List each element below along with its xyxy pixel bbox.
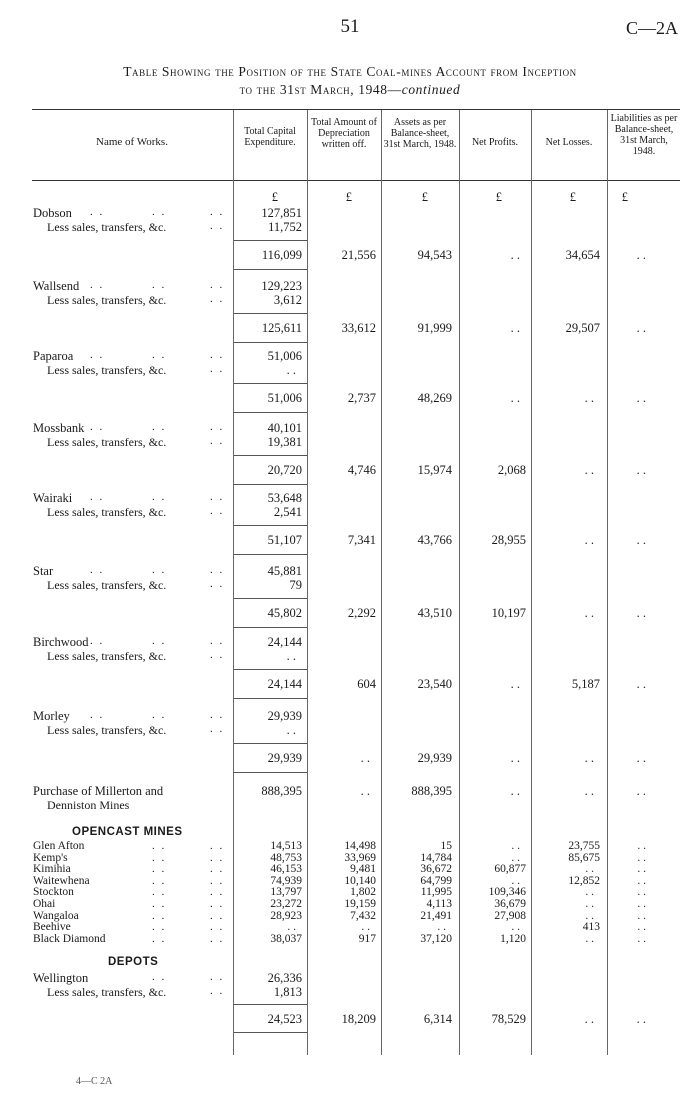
row-star-gross: 45,881	[267, 564, 302, 578]
row-beehive-dep: . .	[361, 921, 370, 934]
row-glen-afton-liab: . .	[637, 840, 646, 852]
leader-dots: . .	[210, 349, 225, 361]
leader-dots: . .	[210, 909, 225, 922]
row-purchase-assets: 888,395	[411, 784, 452, 798]
row-wellington-assets: 6,314	[423, 1012, 452, 1026]
row-kimihia-liab: . .	[637, 863, 646, 876]
leader-dots: . .	[152, 635, 167, 647]
row-dobson-capital: 116,099	[261, 248, 302, 262]
currency-symbol: £	[271, 190, 278, 204]
currency-symbol: £	[495, 190, 502, 204]
leader-dots: . .	[152, 898, 167, 910]
row-wallsend-capital: 125,611	[261, 321, 302, 335]
row-dobson-losses: 34,654	[565, 248, 600, 262]
row-stockton-assets: 11,995	[420, 886, 452, 899]
row-birchwood-profits: . .	[510, 677, 520, 691]
row-kimihia-dep: 9,481	[350, 863, 376, 876]
leader-dots: . .	[152, 840, 167, 852]
row-star-liabilities: . .	[636, 606, 646, 620]
subtotal-rule	[234, 455, 307, 456]
row-kimihia-name: Kimihia	[33, 863, 71, 876]
subtotal-rule	[234, 525, 307, 526]
leader-dots: . .	[90, 635, 105, 647]
col-header-losses: Net Losses.	[545, 137, 593, 148]
leader-dots: . .	[210, 971, 225, 983]
row-morley-less: . .	[286, 723, 296, 737]
leader-dots: . .	[210, 363, 225, 375]
leader-dots: . .	[210, 578, 225, 590]
row-purchase-losses: . .	[584, 784, 594, 798]
row-birchwood-less-label: Less sales, transfers, &c.	[47, 649, 167, 663]
row-mossbank-less: 19,381	[267, 435, 302, 449]
row-waitewhena-total: 74,939	[270, 874, 302, 887]
purchase-label-line-1: Purchase of Millerton and	[33, 784, 164, 798]
row-morley-losses: . .	[584, 751, 594, 765]
row-stockton-total: 13,797	[270, 886, 302, 899]
row-ohai-dep: 19,159	[344, 898, 376, 910]
subtotal-rule	[234, 698, 307, 699]
row-black-diamond-total: 38,037	[270, 932, 302, 945]
row-wellington-less-label: Less sales, transfers, &c.	[47, 985, 167, 999]
row-beehive-assets: . .	[437, 921, 446, 934]
leader-dots: . .	[210, 421, 225, 433]
leader-dots: . .	[90, 491, 105, 503]
row-black-diamond-name: Black Diamond	[33, 932, 106, 945]
leader-dots: . .	[210, 723, 225, 735]
leader-dots: . .	[90, 349, 105, 361]
col-header-profits: Net Profits.	[471, 137, 519, 148]
col-header-liabilities: Liabilities as per Balance-sheet, 31st March, 1948.	[610, 113, 678, 157]
row-dobson-name: Dobson	[33, 206, 72, 220]
row-wellington-capital: 24,523	[267, 1012, 302, 1026]
row-star-name: Star	[33, 564, 54, 578]
row-birchwood-depreciation: 604	[357, 677, 376, 691]
leader-dots: . .	[90, 206, 105, 218]
row-morley-name: Morley	[33, 709, 70, 723]
row-birchwood-losses: 5,187	[571, 677, 600, 691]
row-ohai-loss: . .	[585, 898, 594, 910]
row-mossbank-gross: 40,101	[267, 421, 302, 435]
row-black-diamond-loss: . .	[585, 932, 594, 945]
subtotal-rule	[234, 1032, 307, 1033]
subtotal-rule	[234, 484, 307, 485]
row-mossbank-assets: 15,974	[417, 463, 452, 477]
col-header-depreciation: Total Amount of Depreciation written off.	[311, 117, 377, 150]
row-dobson-assets: 94,543	[417, 248, 452, 262]
leader-dots: . .	[152, 349, 167, 361]
row-waitewhena-profit: . .	[511, 874, 520, 887]
row-mossbank-depreciation: 4,746	[347, 463, 376, 477]
row-mossbank-name: Mossbank	[33, 421, 85, 435]
subtotal-rule	[234, 412, 307, 413]
row-dobson-gross: 127,851	[261, 206, 302, 220]
row-ohai-name: Ohai	[33, 898, 56, 910]
leader-dots: . .	[210, 886, 225, 899]
subtotal-rule	[234, 772, 307, 773]
col-header-assets: Assets as per Balance-sheet, 31st March, 1948.	[383, 117, 457, 150]
row-glen-afton-name: Glen Afton	[33, 840, 85, 852]
row-wellington-losses: . .	[584, 1012, 594, 1026]
row-wallsend-less-label: Less sales, transfers, &c.	[47, 293, 167, 307]
page-footer: 4—C 2A	[76, 1076, 113, 1087]
subtotal-rule	[234, 669, 307, 670]
row-wallsend-profits: . .	[510, 321, 520, 335]
leader-dots: . .	[152, 921, 167, 934]
row-ohai-liab: . .	[637, 898, 646, 910]
subtotal-rule	[234, 383, 307, 384]
leader-dots: . .	[210, 709, 225, 721]
row-dobson-profits: . .	[510, 248, 520, 262]
row-kemp-s-dep: 33,969	[344, 851, 376, 864]
row-paparoa-profits: . .	[510, 391, 520, 405]
row-morley-gross: 29,939	[267, 709, 302, 723]
row-birchwood-capital: 24,144	[267, 677, 302, 691]
purchase-label-line-2: Denniston Mines	[47, 798, 130, 812]
row-glen-afton-total: 14,513	[270, 840, 302, 852]
row-paparoa-liabilities: . .	[636, 391, 646, 405]
row-wallsend-assets: 91,999	[417, 321, 452, 335]
row-wallsend-losses: 29,507	[565, 321, 600, 335]
row-wairaki-less-label: Less sales, transfers, &c.	[47, 505, 167, 519]
row-morley-liabilities: . .	[636, 751, 646, 765]
row-wellington-liabilities: . .	[636, 1012, 646, 1026]
row-paparoa-less-label: Less sales, transfers, &c.	[47, 363, 167, 377]
leader-dots: . .	[152, 874, 167, 887]
leader-dots: . .	[210, 206, 225, 218]
row-purchase-capital: 888,395	[261, 784, 302, 798]
row-kemp-s-name: Kemp's	[33, 851, 68, 864]
row-mossbank-losses: . .	[584, 463, 594, 477]
row-wellington-less: 1,813	[273, 985, 302, 999]
row-wairaki-liabilities: . .	[636, 533, 646, 547]
row-wairaki-assets: 43,766	[417, 533, 452, 547]
row-wellington-profits: 78,529	[491, 1012, 526, 1026]
leader-dots: . .	[152, 886, 167, 899]
row-beehive-total: . .	[287, 921, 296, 934]
table-title-line-1: Table Showing the Position of the State Coal-mines Account from Inception	[123, 64, 577, 79]
row-star-assets: 43,510	[417, 606, 452, 620]
currency-symbol: £	[621, 190, 628, 204]
row-dobson-less: 11,752	[268, 220, 302, 234]
row-wellington-gross: 26,336	[267, 971, 302, 985]
title-main: to the 31st March, 1948—	[239, 82, 402, 97]
row-paparoa-gross: 51,006	[267, 349, 302, 363]
leader-dots: . .	[210, 635, 225, 647]
row-kimihia-profit: 60,877	[494, 863, 526, 876]
leader-dots: . .	[152, 709, 167, 721]
row-dobson-liabilities: . .	[636, 248, 646, 262]
leader-dots: . .	[210, 279, 225, 291]
row-kemp-s-assets: 14,784	[420, 851, 452, 864]
row-stockton-liab: . .	[637, 886, 646, 899]
row-ohai-assets: 4,113	[426, 898, 452, 910]
leader-dots: . .	[210, 505, 225, 517]
row-black-diamond-liab: . .	[637, 932, 646, 945]
row-mossbank-capital: 20,720	[267, 463, 302, 477]
row-star-less-label: Less sales, transfers, &c.	[47, 578, 167, 592]
leader-dots: . .	[210, 435, 225, 447]
row-black-diamond-profit: 1,120	[500, 932, 526, 945]
row-ohai-total: 23,272	[270, 898, 302, 910]
leader-dots: . .	[152, 909, 167, 922]
row-birchwood-assets: 23,540	[417, 677, 452, 691]
row-wallsend-gross: 129,223	[261, 279, 302, 293]
leader-dots: . .	[210, 293, 225, 305]
row-beehive-name: Beehive	[33, 921, 71, 934]
header-top-rule	[32, 109, 680, 110]
row-kemp-s-total: 48,753	[270, 851, 302, 864]
row-purchase-profits: . .	[510, 784, 520, 798]
page-number: 51	[340, 16, 360, 37]
leader-dots: . .	[152, 279, 167, 291]
row-wairaki-gross: 53,648	[267, 491, 302, 505]
row-purchase-depreciation: . .	[360, 784, 370, 798]
row-paparoa-losses: . .	[584, 391, 594, 405]
row-birchwood-liabilities: . .	[636, 677, 646, 691]
leader-dots: . .	[90, 279, 105, 291]
row-kimihia-assets: 36,672	[420, 863, 452, 876]
leader-dots: . .	[152, 971, 167, 983]
leader-dots: . .	[152, 491, 167, 503]
row-glen-afton-assets: 15	[440, 840, 452, 852]
row-purchase-liabilities: . .	[636, 784, 646, 798]
currency-symbol: £	[569, 190, 576, 204]
row-wairaki-profits: 28,955	[491, 533, 526, 547]
leader-dots: . .	[210, 851, 225, 864]
row-wangaloa-total: 28,923	[270, 909, 302, 922]
leader-dots: . .	[152, 421, 167, 433]
row-wangaloa-loss: . .	[585, 909, 594, 922]
row-stockton-dep: 1,802	[350, 886, 376, 899]
subtotal-rule	[234, 269, 307, 270]
depots-heading: DEPOTS	[108, 956, 159, 968]
header-bottom-rule	[32, 180, 680, 181]
row-wairaki-less: 2,541	[273, 505, 302, 519]
row-stockton-loss: . .	[585, 886, 594, 899]
subtotal-rule	[234, 743, 307, 744]
row-morley-profits: . .	[510, 751, 520, 765]
leader-dots: . .	[210, 932, 225, 945]
col-header-name: Name of Works.	[96, 136, 168, 148]
row-wairaki-losses: . .	[584, 533, 594, 547]
leader-dots: . .	[152, 851, 167, 864]
leader-dots: . .	[152, 932, 167, 945]
leader-dots: . .	[210, 649, 225, 661]
row-wangaloa-assets: 21,491	[420, 909, 452, 922]
row-wallsend-depreciation: 33,612	[341, 321, 376, 335]
row-star-capital: 45,802	[267, 606, 302, 620]
row-mossbank-less-label: Less sales, transfers, &c.	[47, 435, 167, 449]
subtotal-rule	[234, 554, 307, 555]
currency-symbol: £	[421, 190, 428, 204]
row-morley-assets: 29,939	[417, 751, 452, 765]
leader-dots: . .	[210, 921, 225, 934]
row-wairaki-name: Wairaki	[33, 491, 73, 505]
leader-dots: . .	[210, 564, 225, 576]
row-kimihia-total: 46,153	[270, 863, 302, 876]
row-stockton-name: Stockton	[33, 886, 74, 899]
leader-dots: . .	[210, 863, 225, 876]
row-paparoa-assets: 48,269	[417, 391, 452, 405]
opencast-heading: OPENCAST MINES	[72, 826, 183, 838]
leader-dots: . .	[210, 898, 225, 910]
row-star-depreciation: 2,292	[347, 606, 376, 620]
row-morley-depreciation: . .	[360, 751, 370, 765]
row-star-losses: . .	[584, 606, 594, 620]
row-mossbank-liabilities: . .	[636, 463, 646, 477]
row-beehive-loss: 413	[582, 921, 600, 934]
row-birchwood-name: Birchwood	[33, 635, 89, 649]
row-mossbank-profits: 2,068	[497, 463, 526, 477]
leader-dots: . .	[152, 206, 167, 218]
row-dobson-depreciation: 21,556	[341, 248, 376, 262]
row-morley-less-label: Less sales, transfers, &c.	[47, 723, 167, 737]
row-glen-afton-profit: . .	[511, 840, 520, 852]
subtotal-rule	[234, 627, 307, 628]
row-paparoa-name: Paparoa	[33, 349, 74, 363]
subtotal-rule	[234, 240, 307, 241]
row-wangaloa-dep: 7,432	[350, 909, 376, 922]
row-morley-capital: 29,939	[267, 751, 302, 765]
row-waitewhena-dep: 10,140	[344, 874, 376, 887]
leader-dots: . .	[90, 709, 105, 721]
row-wallsend-less: 3,612	[273, 293, 302, 307]
row-wangaloa-name: Wangaloa	[33, 909, 79, 922]
row-wallsend-liabilities: . .	[636, 321, 646, 335]
row-birchwood-less: . .	[286, 649, 296, 663]
row-wellington-name: Wellington	[33, 971, 89, 985]
page-code: C—2A	[625, 18, 678, 38]
leader-dots: . .	[210, 840, 225, 852]
row-waitewhena-assets: 64,799	[420, 874, 452, 887]
col-header-capital: Total Capital Expenditure.	[244, 126, 296, 148]
subtotal-rule	[234, 313, 307, 314]
row-kemp-s-liab: . .	[637, 851, 646, 864]
row-paparoa-capital: 51,006	[267, 391, 302, 405]
leader-dots: . .	[90, 421, 105, 433]
row-kemp-s-profit: . .	[511, 851, 520, 864]
title-italic: continued	[401, 82, 461, 97]
leader-dots: . .	[210, 491, 225, 503]
subtotal-rule	[234, 1004, 307, 1005]
row-paparoa-less: . .	[286, 363, 296, 377]
row-wairaki-capital: 51,107	[267, 533, 302, 547]
row-paparoa-depreciation: 2,737	[347, 391, 376, 405]
row-wallsend-name: Wallsend	[33, 279, 80, 293]
leader-dots: . .	[210, 985, 225, 997]
row-birchwood-gross: 24,144	[267, 635, 302, 649]
row-star-profits: 10,197	[491, 606, 526, 620]
row-waitewhena-liab: . .	[637, 874, 646, 887]
row-waitewhena-name: Waitewhena	[33, 874, 90, 887]
leader-dots: . .	[152, 564, 167, 576]
table-title-line-2	[0, 82, 700, 98]
row-beehive-liab: . .	[637, 921, 646, 934]
row-star-less: 79	[289, 578, 302, 592]
leader-dots: . .	[90, 564, 105, 576]
row-stockton-profit: 109,346	[488, 886, 526, 899]
row-wangaloa-liab: . .	[637, 909, 646, 922]
row-kimihia-loss: . .	[585, 863, 594, 876]
row-wairaki-depreciation: 7,341	[347, 533, 376, 547]
row-beehive-profit: . .	[511, 921, 520, 934]
row-kemp-s-loss: 85,675	[568, 851, 600, 864]
row-glen-afton-dep: 14,498	[344, 840, 376, 852]
row-dobson-less-label: Less sales, transfers, &c.	[47, 220, 167, 234]
row-waitewhena-loss: 12,852	[568, 874, 600, 887]
leader-dots: . .	[210, 874, 225, 887]
leader-dots: . .	[210, 220, 225, 232]
row-wangaloa-profit: 27,908	[494, 909, 526, 922]
row-black-diamond-dep: 917	[358, 932, 376, 945]
subtotal-rule	[234, 598, 307, 599]
row-ohai-profit: 36,679	[494, 898, 526, 910]
currency-symbol: £	[345, 190, 352, 204]
leader-dots: . .	[152, 863, 167, 876]
row-glen-afton-loss: 23,755	[568, 840, 600, 852]
subtotal-rule	[234, 342, 307, 343]
row-black-diamond-assets: 37,120	[420, 932, 452, 945]
row-wellington-depreciation: 18,209	[341, 1012, 376, 1026]
